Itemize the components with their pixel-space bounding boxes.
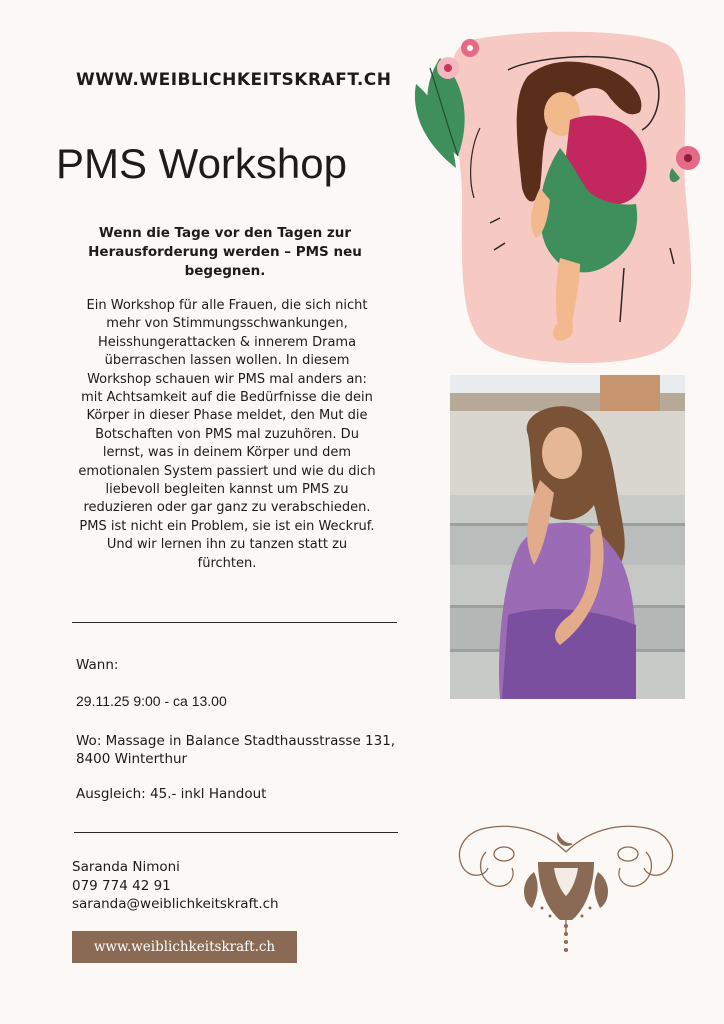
when-value: 29.11.25 9:00 - ca 13.00 bbox=[76, 693, 227, 709]
description-line: PMS ist nicht ein Problem, sie ist ein Weckruf. bbox=[79, 518, 375, 534]
contact-name: Saranda Nimoni bbox=[72, 859, 180, 875]
sleeping-woman-illustration bbox=[410, 28, 715, 368]
when-label: Wann: bbox=[76, 657, 119, 673]
contact-block bbox=[72, 858, 279, 914]
contact-email[interactable]: saranda@weiblichkeitskraft.ch bbox=[72, 896, 279, 912]
description-line: Botschaften von PMS mal zuzuhören. Du bbox=[95, 426, 359, 442]
contact-phone[interactable]: 079 774 42 91 bbox=[72, 877, 171, 894]
description bbox=[62, 297, 392, 573]
description-line: Workshop schauen wir PMS mal anders an: bbox=[87, 371, 367, 387]
divider bbox=[72, 622, 397, 623]
description-line: reduzieren oder gar ganz zu verabschieden. bbox=[83, 500, 371, 516]
description-line: emotionalen System passiert und wie du dich bbox=[78, 463, 376, 479]
divider bbox=[74, 832, 398, 833]
description-line: überraschen lassen wollen. In diesem bbox=[104, 353, 350, 369]
description-line: mehr von Stimmungsschwankungen, bbox=[106, 316, 348, 332]
description-line: Körper in dieser Phase meldet, den Mut die bbox=[86, 408, 368, 424]
description-line: lernst, was in deinem Körper und dem bbox=[102, 445, 352, 461]
description-line: fürchten. bbox=[197, 555, 257, 571]
where-line-2: 8400 Winterthur bbox=[76, 751, 188, 767]
subtitle: Wenn die Tage vor den Tagen zur Herausforderung werden – PMS neu begegnen. bbox=[88, 225, 362, 279]
description-line: liebevoll begleiten kannst um PMS zu bbox=[105, 482, 349, 498]
description-line: mit Achtsamkeit auf die Bedürfnisse die dein bbox=[81, 390, 373, 406]
where-line-1: Wo: Massage in Balance Stadthausstrasse 131, bbox=[76, 733, 396, 749]
website-header: WWW.WEIBLICHKEITSKRAFT.CH bbox=[76, 70, 392, 90]
description-line: Heisshungerattacken & innerem Drama bbox=[97, 334, 357, 350]
website-button[interactable]: www.weiblichkeitskraft.ch bbox=[72, 931, 297, 963]
page-title: PMS Workshop bbox=[56, 140, 347, 187]
price: Ausgleich: 45.- inkl Handout bbox=[76, 786, 267, 802]
description-line: Ein Workshop für alle Frauen, die sich nicht bbox=[86, 298, 368, 313]
description-line: Und wir lernen ihn zu tanzen statt zu bbox=[106, 537, 348, 553]
portrait-photo bbox=[450, 375, 685, 699]
uterus-ornament-icon bbox=[446, 812, 686, 957]
